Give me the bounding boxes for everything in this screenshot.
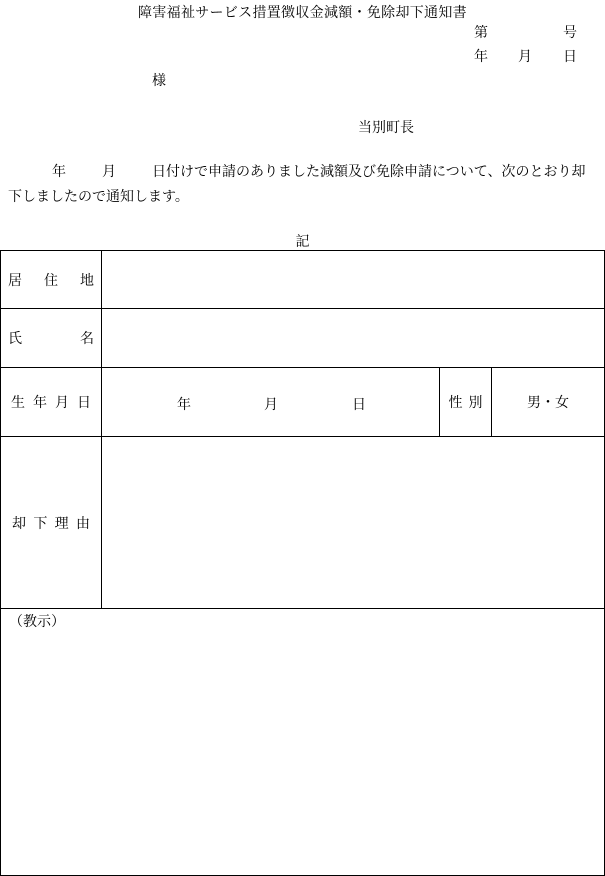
sex-label-char: 性	[448, 395, 463, 411]
sex-options: 男・女	[527, 395, 569, 411]
sex-field[interactable]	[492, 368, 604, 436]
reason-label-char: 由	[75, 515, 90, 532]
birth-year-label: 年	[177, 397, 191, 413]
sex-label-char: 別	[468, 395, 483, 411]
reason-label-char: 理	[54, 515, 69, 532]
body-year-label: 年	[52, 164, 66, 180]
name-label-char: 名	[80, 331, 94, 347]
body-text: 日付けで申請のありました減額及び免除申請について、次のとおり却下しましたので通知します。	[8, 164, 586, 205]
address-label	[8, 251, 94, 308]
sender-name: 当別町長	[358, 120, 414, 136]
reason-label	[12, 437, 90, 608]
reason-field[interactable]	[102, 437, 604, 608]
body-paragraph	[8, 160, 598, 210]
birthdate-label-char: 日	[77, 395, 91, 411]
ki-heading: 記	[295, 234, 310, 250]
address-label-char: 居	[8, 272, 22, 289]
name-label-char: 氏	[8, 331, 22, 347]
document-title: 障害福祉サービス措置徴収金減額・免除却下通知書	[138, 5, 467, 21]
address-label-char: 住	[44, 272, 58, 289]
sex-label	[440, 368, 491, 436]
birthdate-label-char: 年	[33, 395, 47, 411]
date-day-label: 日	[563, 49, 577, 65]
number-prefix: 第	[474, 25, 488, 41]
birth-day-label: 日	[352, 397, 366, 413]
form-table	[0, 250, 605, 876]
notice-field[interactable]	[1, 630, 604, 875]
notice-label: （教示）	[9, 614, 65, 630]
birthdate-field[interactable]	[102, 368, 439, 436]
name-field[interactable]	[102, 309, 604, 367]
number-suffix: 号	[563, 25, 577, 41]
body-month-label: 月	[102, 164, 116, 180]
name-label	[8, 309, 94, 367]
reason-label-char: 下	[33, 515, 48, 532]
birthdate-label-char: 生	[11, 395, 25, 411]
row-divider	[0, 608, 605, 609]
addressee-honorific: 様	[152, 73, 166, 89]
date-month-label: 月	[518, 49, 532, 65]
address-label-char: 地	[80, 272, 94, 289]
birthdate-label-char: 月	[55, 395, 69, 411]
address-field[interactable]	[102, 251, 604, 308]
birth-month-label: 月	[264, 397, 278, 413]
birthdate-label	[11, 368, 91, 436]
reason-label-char: 却	[12, 515, 26, 532]
date-year-label: 年	[474, 49, 488, 65]
